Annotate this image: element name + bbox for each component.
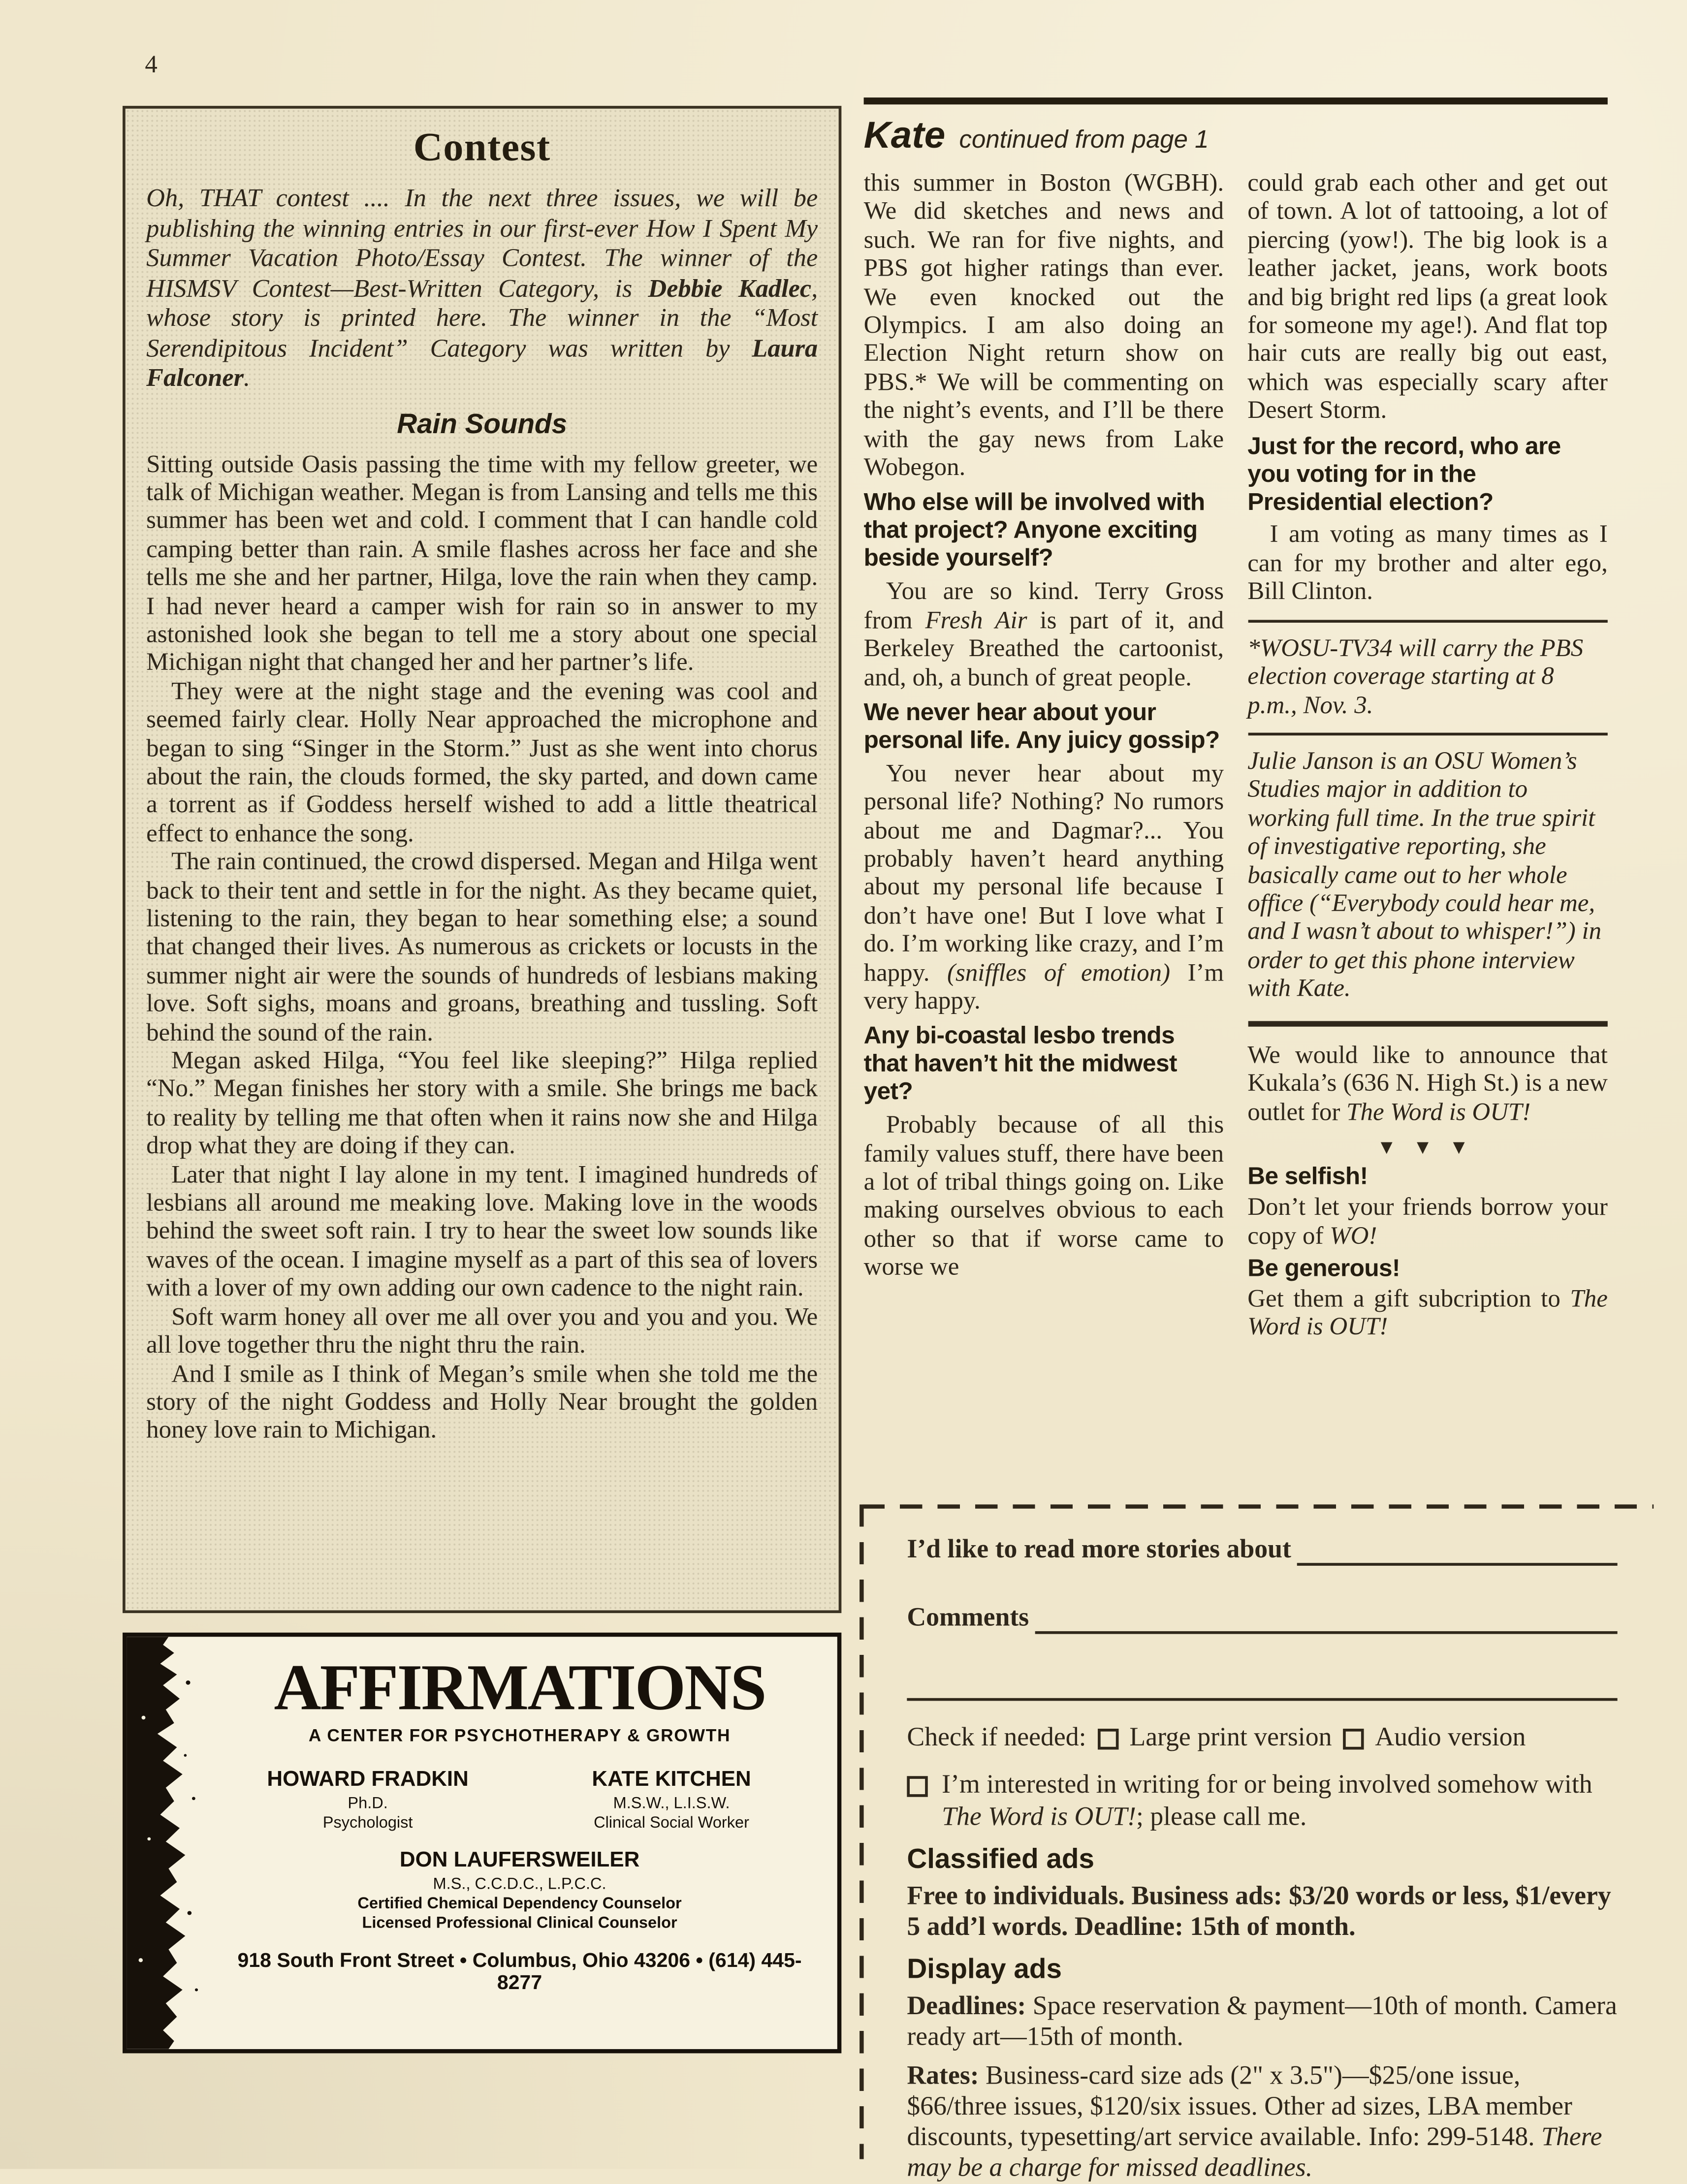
affirmations-address: 918 South Front Street • Columbus, Ohio 43206 • (614) 445-8277 [237, 1950, 802, 1995]
kate-title: Kate [863, 114, 946, 156]
author-bio: Julie Janson is an OSU Women’s Studies major in addition to working full time. In the true spirit of investigative reporting, she basically came out to her whole office (“Everybody could hear me, and I wasn’t about to whisper!”) in order to get this phone interview with Kate. [1247, 746, 1602, 1002]
paragraph: Sitting outside Oasis passing the time with my fellow greeter, we talk of Michigan weather. Megan is from Lansing and tells me this summer has been wet and cold. I comment that I can handle cold camping better than rain. A smile flashes across her face and she tells me she and her partner, Hilga, love the rain when they camp. I had never heard a camper wish for rain so in answer to my astonished look she began to tell me a story about one special Michigan night that changed her and her partner’s life. [146, 449, 818, 676]
person-role: Psychologist [322, 1815, 413, 1832]
person-name: KATE KITCHEN [592, 1768, 751, 1792]
paragraph: Don’t let your friends borrow your copy of WO! [1247, 1193, 1608, 1249]
dashed-border-left [859, 1504, 863, 2159]
footnote: *WOSU-TV34 will carry the PBS election coverage starting at 8 p.m., Nov. 3. [1247, 633, 1584, 718]
large-print-label: Large print version [1129, 1723, 1332, 1753]
write-in-line [907, 1672, 1617, 1701]
contest-intro: Oh, THAT contest .... In the next three issues, we will be publishing the winning entries in our first-ever How I Spent My Summer Vacation Photo/Essay Contest. The winner of the HISMSV Contest—Best-Written Category, is Debbie Kadlec, whose story is printed here. The winner in the “Most Serendipitous Incident” Category was written by Laura Falconer. [146, 185, 818, 393]
divider [864, 97, 1608, 104]
coupon-content [859, 1504, 1654, 2184]
paragraph: They were at the night stage and the evening was cool and seemed fairly clear. Holly Near approached the microphone and began to sing “Singer in the Storm.” Just as she went into chorus about the rain, the clouds formed, the sky parted, and down came a torrent as if Goddess herself wished to add a little theatrical effect to enhance the song. [146, 676, 818, 847]
large-print-checkbox-icon [1097, 1728, 1118, 1749]
write-in-line [1035, 1605, 1618, 1634]
person-howard-fradkin [216, 1768, 520, 1832]
classified-ads-heading: Classified ads [907, 1844, 1095, 1875]
affirmations-content [216, 1637, 824, 2049]
divider [1247, 732, 1608, 735]
kate-header [864, 114, 1608, 158]
paragraph: I am voting as many times as I can for my brother and alter ego, Bill Clinton. [1247, 520, 1608, 605]
audio-version-checkbox-icon [1343, 1728, 1364, 1749]
be-generous-label: Be generous! [1247, 1254, 1400, 1282]
kate-column-2 [1247, 168, 1608, 1341]
person-credentials: Ph.D. [348, 1795, 388, 1812]
person-role: Clinical Social Worker [594, 1815, 750, 1832]
paragraph: You are so kind. Terry Gross from Fresh Air is part of it, and Berkeley Breathed the cartoonist, and, oh, a bunch of great people. [863, 577, 1224, 691]
divider [1247, 1020, 1608, 1027]
person-role: Licensed Professional Clinical Counselor [362, 1915, 677, 1932]
stories-form-row [907, 1535, 1617, 1566]
interview-question: Just for the record, who are you voting for in the Presidential election? [1247, 431, 1561, 515]
display-ads-deadlines: Deadlines: Space reservation & payment—10th of month. Camera ready art—15th of month. [907, 1992, 1617, 2052]
affirmations-ad [123, 1633, 841, 2054]
comments-label: Comments [907, 1603, 1029, 1633]
kate-columns [864, 168, 1608, 1341]
person-name: HOWARD FRADKIN [267, 1768, 469, 1792]
kate-article [864, 97, 1608, 1341]
audio-version-label: Audio version [1375, 1723, 1526, 1753]
write-in-line [1297, 1536, 1617, 1565]
affirmations-people [216, 1768, 824, 1832]
affirmations-tagline: A CENTER FOR PSYCHOTHERAPY & GROWTH [308, 1726, 731, 1745]
writing-interest-row [907, 1771, 1617, 1833]
contest-title: Contest [413, 125, 551, 170]
classified-ads-body: Free to individuals. Business ads: $3/20 words or less, $1/every 5 add’l words. Deadline: 15th of month. [907, 1882, 1611, 1942]
display-ads-heading: Display ads [907, 1954, 1062, 1985]
reader-coupon-section [859, 1504, 1654, 2183]
interview-question: We never hear about your personal life. Any juicy gossip? [863, 697, 1220, 754]
left-column [123, 106, 841, 2053]
rain-sounds-title: Rain Sounds [397, 409, 568, 440]
blank-form-row [907, 1672, 1617, 1701]
person-role: Certified Chemical Dependency Counselor [357, 1896, 682, 1913]
paragraph: Later that night I lay alone in my tent. I imagined hundreds of lesbians all around me meaking love. Making love in the woods behind the sweet soft rain. I try to hear the sweet low sounds like waves of the ocean. I imagine myself as a part of this sea of lovers with a lover of my own adding our own cadence to the night rain. [146, 1160, 818, 1302]
display-ads-rates: Rates: Business-card size ads (2" x 3.5")—$25/one issue, $66/three issues, $120/six issues. Other ad sizes, LBA member discounts, typesetting/art service available. Info: 299-5148. There may be a charge for missed deadlines. [907, 2061, 1602, 2183]
be-selfish-label: Be selfish! [1247, 1162, 1368, 1190]
divider [1247, 619, 1608, 622]
paragraph: The rain continued, the crowd dispersed. Megan and Hilga went back to their tent and settle in for the night. As they became quiet, listening to the rain, they began to hear something else; a sound that changed their lives. As numerous as crickets or locusts in the summer night air were the sounds of hundreds of lesbians making love. Soft sighs, moans and groans, breathing and tussling. Soft behind the sound of the rain. [146, 847, 818, 1046]
stories-label: I’d like to read more stories about [907, 1535, 1291, 1565]
announcement: We would like to announce that Kukala’s (636 N. High St.) is a new outlet for The Word is OUT! [1247, 1041, 1608, 1126]
rain-sounds-body [146, 449, 818, 1444]
comments-form-row [907, 1603, 1617, 1634]
contest-article-box [123, 106, 841, 1613]
person-name: DON LAUFERSWEILER [399, 1848, 640, 1872]
person-don-laufersweiler [216, 1848, 824, 1932]
writing-interest-label: I’m interested in writing for or being involved somehow with The Word is OUT!; please call me. [942, 1770, 1592, 1832]
interview-question: Who else will be involved with that project? Anyone exciting beside yourself? [863, 488, 1205, 572]
person-kate-kitchen [520, 1768, 824, 1832]
person-credentials: M.S.W., L.I.S.W. [613, 1795, 730, 1812]
torn-paper-texture-icon [127, 1637, 216, 2049]
paragraph: Get them a gift subcription to The Word is OUT! [1247, 1284, 1608, 1341]
check-if-needed-row [907, 1723, 1617, 1754]
paragraph: Megan asked Hilga, “You feel like sleeping?” Hilga replied “No.” Megan finishes her story with a smile. She brings me back to reality by telling me that often when it rains now she and Hilga drop what they are doing if they can. [146, 1046, 818, 1160]
kate-column-1 [864, 168, 1224, 1341]
paragraph: Probably because of all this family values stuff, there have been a lot of tribal things going on. Like making ourselves obvious to each other so that if worse came to worse we [863, 1110, 1224, 1281]
section-marker-triangles-icon: ▼ ▼ ▼ [1380, 1138, 1475, 1157]
dashed-border-top [862, 1504, 1654, 1508]
paragraph: this summer in Boston (WGBH). We did sketches and news and such. We ran for five nights, and PBS got higher ratings than ever. We even knocked out the Olympics. I am also doing an Election Night return show on PBS.* We will be commenting on the night’s events, and I’ll be there with the gay news from Lake Wobegon. [863, 168, 1224, 481]
page-number: 4 [145, 50, 158, 78]
paragraph: You never hear about my personal life? Nothing? No rumors about me and Dagmar?... You probably haven’t heard anything about my personal life because I don’t have one! But I love what I do. I’m working like crazy, and I’m happy. (sniffles of emotion) I’m very happy. [863, 759, 1224, 1014]
kate-continued-note: continued from page 1 [959, 125, 1209, 154]
check-if-needed-label: Check if needed: [907, 1723, 1086, 1753]
person-credentials: M.S., C.C.D.C., L.P.C.C. [433, 1876, 606, 1893]
paragraph: Soft warm honey all over me all over you and you and you. We all love together thru the night thru the rain. [146, 1302, 818, 1359]
affirmations-logo: AFFIRMATIONS [274, 1652, 765, 1725]
interview-question: Any bi-coastal lesbo trends that haven’t hit the midwest yet? [863, 1021, 1177, 1106]
paragraph: And I smile as I think of Megan’s smile when she told me the story of the night Goddess and Holly Near brought the golden honey love rain to Michigan. [146, 1359, 818, 1444]
writing-interest-checkbox-icon [907, 1776, 927, 1797]
paragraph: could grab each other and get out of town. A lot of tattooing, a lot of piercing (yow!). The big look is a leather jacket, jeans, work boots and big bright red lips (a great look for someone my age!). And flat top hair cuts are really big out east, which was especially scary after Desert Storm. [1247, 168, 1608, 424]
